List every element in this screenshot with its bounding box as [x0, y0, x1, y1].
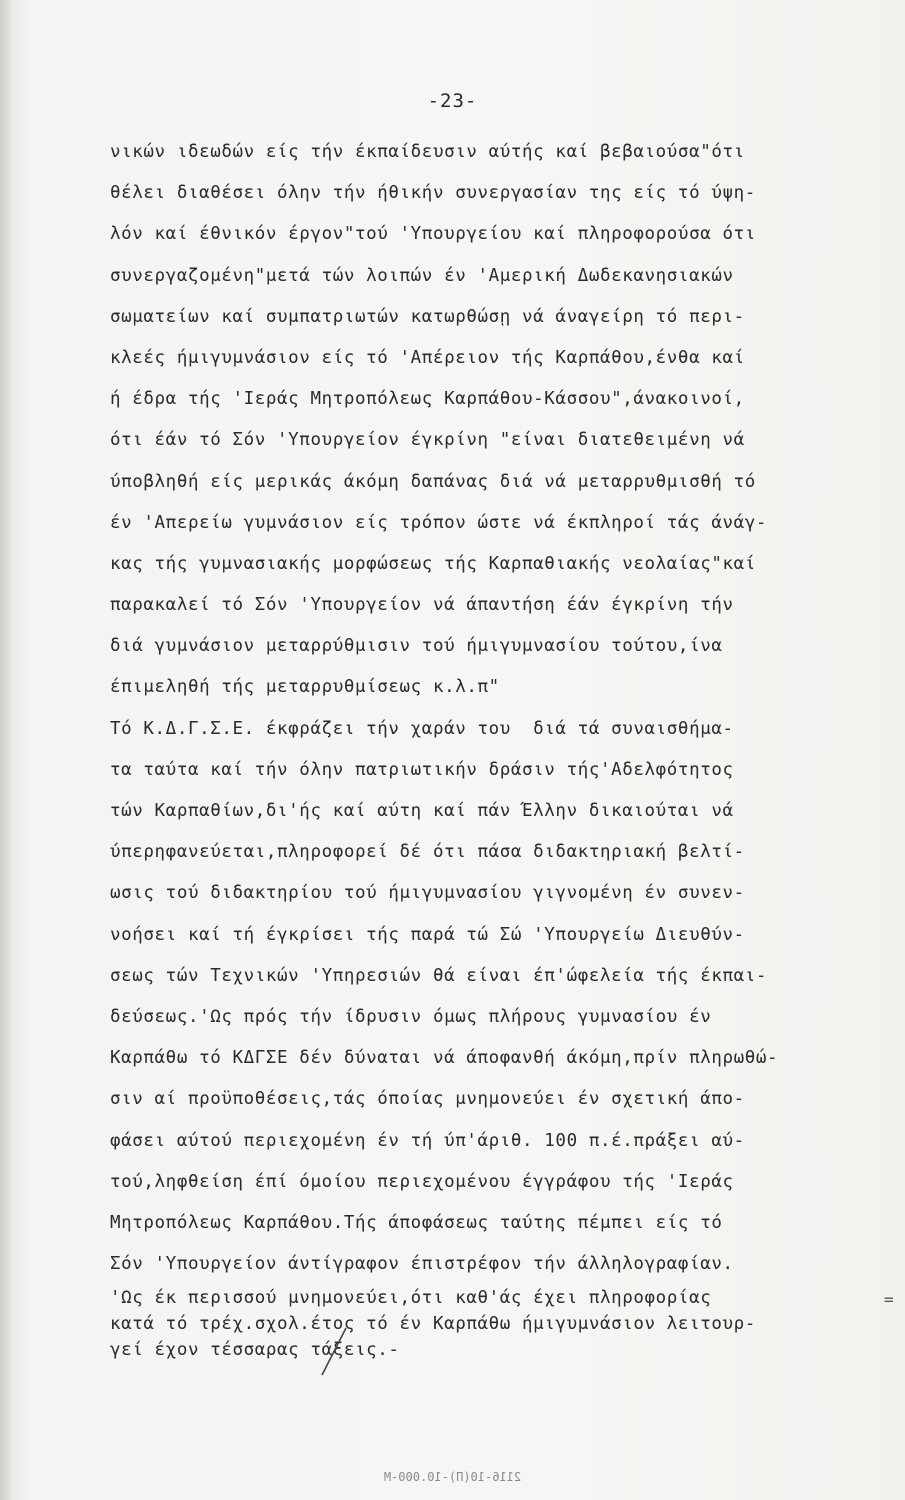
- margin-mark: =: [884, 1290, 894, 1309]
- scan-edge-shadow: [0, 0, 14, 1500]
- text-line: σωματείων καί συμπατριωτών κατωρθώσῃ νά άναγείρη τό περι-: [110, 306, 745, 327]
- text-line: τών Καρπαθίων,δι'ής καί αύτη καί πάν Έλλην δικαιούται νά: [110, 801, 734, 821]
- text-line: ύποβληθή είς μερικάς άκόμη δαπάνας διά νά μεταρρυθμισθή τό: [110, 471, 756, 492]
- text-line: ύπερηφανεύεται,πληροφορεί δέ ότι πάσα διδακτηριακή βελτί-: [110, 842, 745, 863]
- text-line: τού,ληφθείση έπί όμοίου περιεχομένου έγγράφου τής 'Ιεράς: [110, 1171, 734, 1192]
- text-line: ωσις τού διδακτηρίου τού ήμιγυμνασίου γιγνομένη έν συνεν-: [110, 883, 745, 904]
- text-line: παρακαλεί τό Σόν 'Υπουργείον νά άπαντήση έάν έγκρίνη τήν: [110, 595, 734, 616]
- text-line: 'Ως έκ περισσού μνημονεύει,ότι καθ'άς έχει πληροφορίας: [110, 1288, 712, 1309]
- text-line: γεί έχον τέσσαρας τάξεις.-: [110, 1340, 400, 1361]
- text-line: τα ταύτα καί τήν όλην πατριωτικήν δράσιν τής'Αδελφότητος: [110, 759, 734, 780]
- text-line: λόν καί έθνικόν έργον"τού 'Υπουργείου καί πληροφορούσα ότι: [110, 224, 756, 245]
- text-line: ότι έάν τό Σόν 'Υπουργείον έγκρίνη "είναι διατεθειμένη νά: [110, 430, 745, 451]
- text-line: νοήσει καί τή έγκρίσει τής παρά τώ Σώ 'Υπουργείω Διευθύν-: [110, 924, 745, 945]
- text-line: έν 'Απερείω γυμνάσιον είς τρόπον ώστε νά έκπληροί τάς άνάγ-: [110, 512, 768, 533]
- text-line: Καρπάθω τό ΚΔΓΣΕ δέν δύναται νά άποφανθή άκόμη,πρίν πληρωθώ-: [110, 1048, 779, 1069]
- text-line: έπιμεληθή τής μεταρρυθμίσεως κ.λ.π": [110, 677, 500, 698]
- text-line: νικών ιδεωδών είς τήν έκπαίδευσιν αύτής καί βεβαιούσα"ότι: [110, 142, 745, 162]
- text-line: κας τής γυμνασιακής μορφώσεως τής Καρπαθιακής νεολαίας"καί: [110, 553, 756, 574]
- text-line: Μητροπόλεως Καρπάθου.Τής άποφάσεως ταύτης πέμπει είς τό: [110, 1212, 723, 1233]
- text-line: κλεές ήμιγυμνάσιον είς τό 'Απέρειον τής Καρπάθου,ένθα καί: [110, 347, 745, 368]
- text-line: σιν αί προϋποθέσεις,τάς όποίας μνημονεύει έν σχετική άπο-: [110, 1089, 745, 1110]
- page-number: -23-: [427, 90, 478, 112]
- printer-footer-mark: 2116-10(Π)-10.000-Μ: [383, 1470, 522, 1484]
- text-line: διά γυμνάσιον μεταρρύθμισιν τού ήμιγυμνασίου τούτου,ίνα: [110, 636, 723, 657]
- typed-body-text: [110, 132, 900, 1363]
- text-line: φάσει αύτού περιεχομένη έν τή ύπ'άριθ. 100 π.έ.πράξει αύ-: [110, 1130, 745, 1151]
- text-line: κατά τό τρέχ.σχολ.έτος τό έν Καρπάθω ήμιγυμνάσιον λειτουρ-: [110, 1314, 756, 1335]
- text-line: δεύσεως.'Ως πρός τήν ίδρυσιν όμως πλήρους γυμνασίου έν: [110, 1006, 712, 1027]
- text-line: Σόν 'Υπουργείον άντίγραφον έπιστρέφον τήν άλληλογραφίαν.: [110, 1254, 734, 1275]
- text-line: συνεργαζομένη"μετά τών λοιπών έν 'Αμερική Δωδεκανησιακών: [110, 265, 734, 286]
- text-line: θέλει διαθέσει όλην τήν ήθικήν συνεργασίαν της είς τό ύψη-: [110, 183, 756, 204]
- text-line: σεως τών Τεχνικών 'Υπηρεσιών θά είναι έπ'ώφελεία τής έκπαι-: [110, 965, 768, 986]
- text-line: Τό Κ.Δ.Γ.Σ.Ε. έκφράζει τήν χαράν του διά τά συναισθήμα-: [110, 718, 734, 739]
- text-line: ή έδρα τής 'Ιεράς Μητροπόλεως Καρπάθου-Κάσσου",άνακοινοί,: [110, 389, 745, 410]
